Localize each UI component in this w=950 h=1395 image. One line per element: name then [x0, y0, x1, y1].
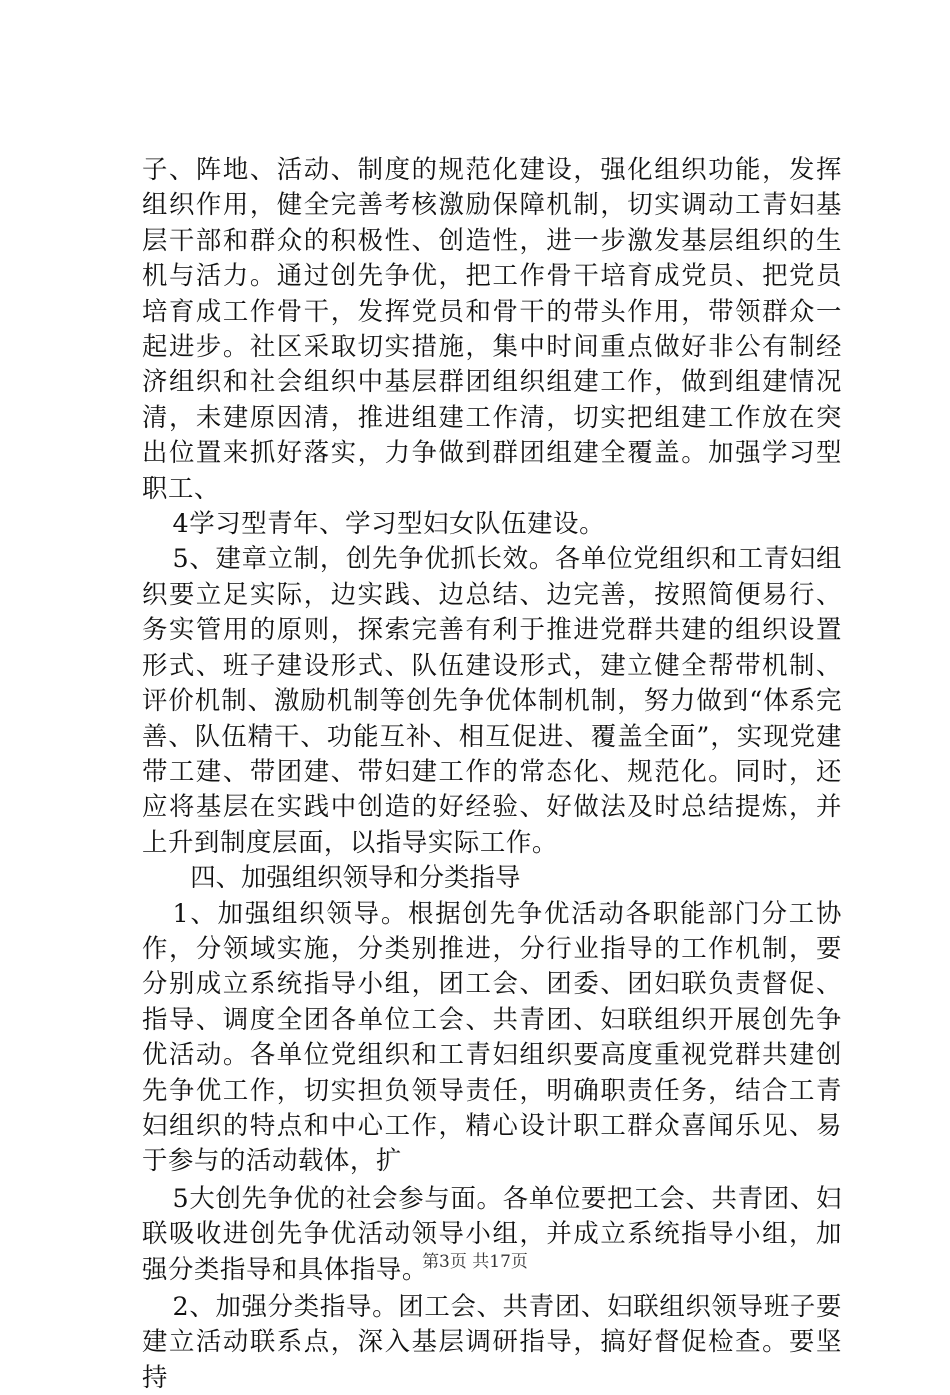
- paragraph-participation: 5大创先争优的社会参与面。各单位要把工会、共青团、妇联吸收进创先争优活动领导小组，并成立系统指导小组，加强分类指导和具体指导。: [142, 1182, 842, 1284]
- paragraph-classified-guidance: 2、加强分类指导。团工会、共青团、妇联组织领导班子要建立活动联系点，深入基层调研指导，搞好督促检查。要坚持: [142, 1291, 842, 1392]
- paragraph-regulations: 5、建章立制，创先争优抓长效。各单位党组织和工青妇组织要立足实际，边实践、边总结、边完善，按照简便易行、务实管用的原则，探索完善有利于推进党群共建的组织设置形式、班子建设形式、队伍建设形式，建立健全帮带机制、评价机制、激励机制等创先争优体制机制，努力做到“体系完善、队伍精干、功能互补、相互促进、覆盖全面”，实现党建带工建、带团建、带妇建工作的常态化、规范化。同时，还应将基层在实践中创造的好经验、好做法及时总结提炼，并上升到制度层面，以指导实际工作。: [142, 543, 842, 857]
- page-number-footer: 第3页 共17页: [422, 1252, 528, 1272]
- document-body: [142, 152, 842, 1395]
- paragraph-continuation: 子、阵地、活动、制度的规范化建设，强化组织功能，发挥组织作用，健全完善考核激励保障机制，切实调动工青妇基层干部和群众的积极性、创造性，进一步激发基层组织的生机与活力。通过创先争优，把工作骨干培育成党员、把党员培育成工作骨干，发挥党员和骨干的带头作用，带领群众一起进步。社区采取切实措施，集中时间重点做好非公有制经济组织和社会组织中基层群团组织组建工作，做到组建情况清，未建原因清，推进组建工作清，切实把组建工作放在突出位置来抓好落实，力争做到群团组建全覆盖。加强学习型职工、: [142, 154, 842, 503]
- paragraph-study-team: 4学习型青年、学习型妇女队伍建设。: [172, 508, 606, 539]
- section-heading-four: 四、加强组织领导和分类指导: [190, 862, 521, 893]
- paragraph-leadership: 1、加强组织领导。根据创先争优活动各职能部门分工协作，分领域实施，分类别推进，分行业指导的工作机制，要分别成立系统指导小组，团工会、团委、团妇联负责督促、指导、调度全团各单位工会、共青团、妇联组织开展创先争优活动。各单位党组织和工青妇组织要高度重视党群共建创先争优工作，切实担负领导责任，明确职责任务，结合工青妇组织的特点和中心工作，精心设计职工群众喜闻乐见、易于参与的活动载体，扩: [142, 897, 842, 1176]
